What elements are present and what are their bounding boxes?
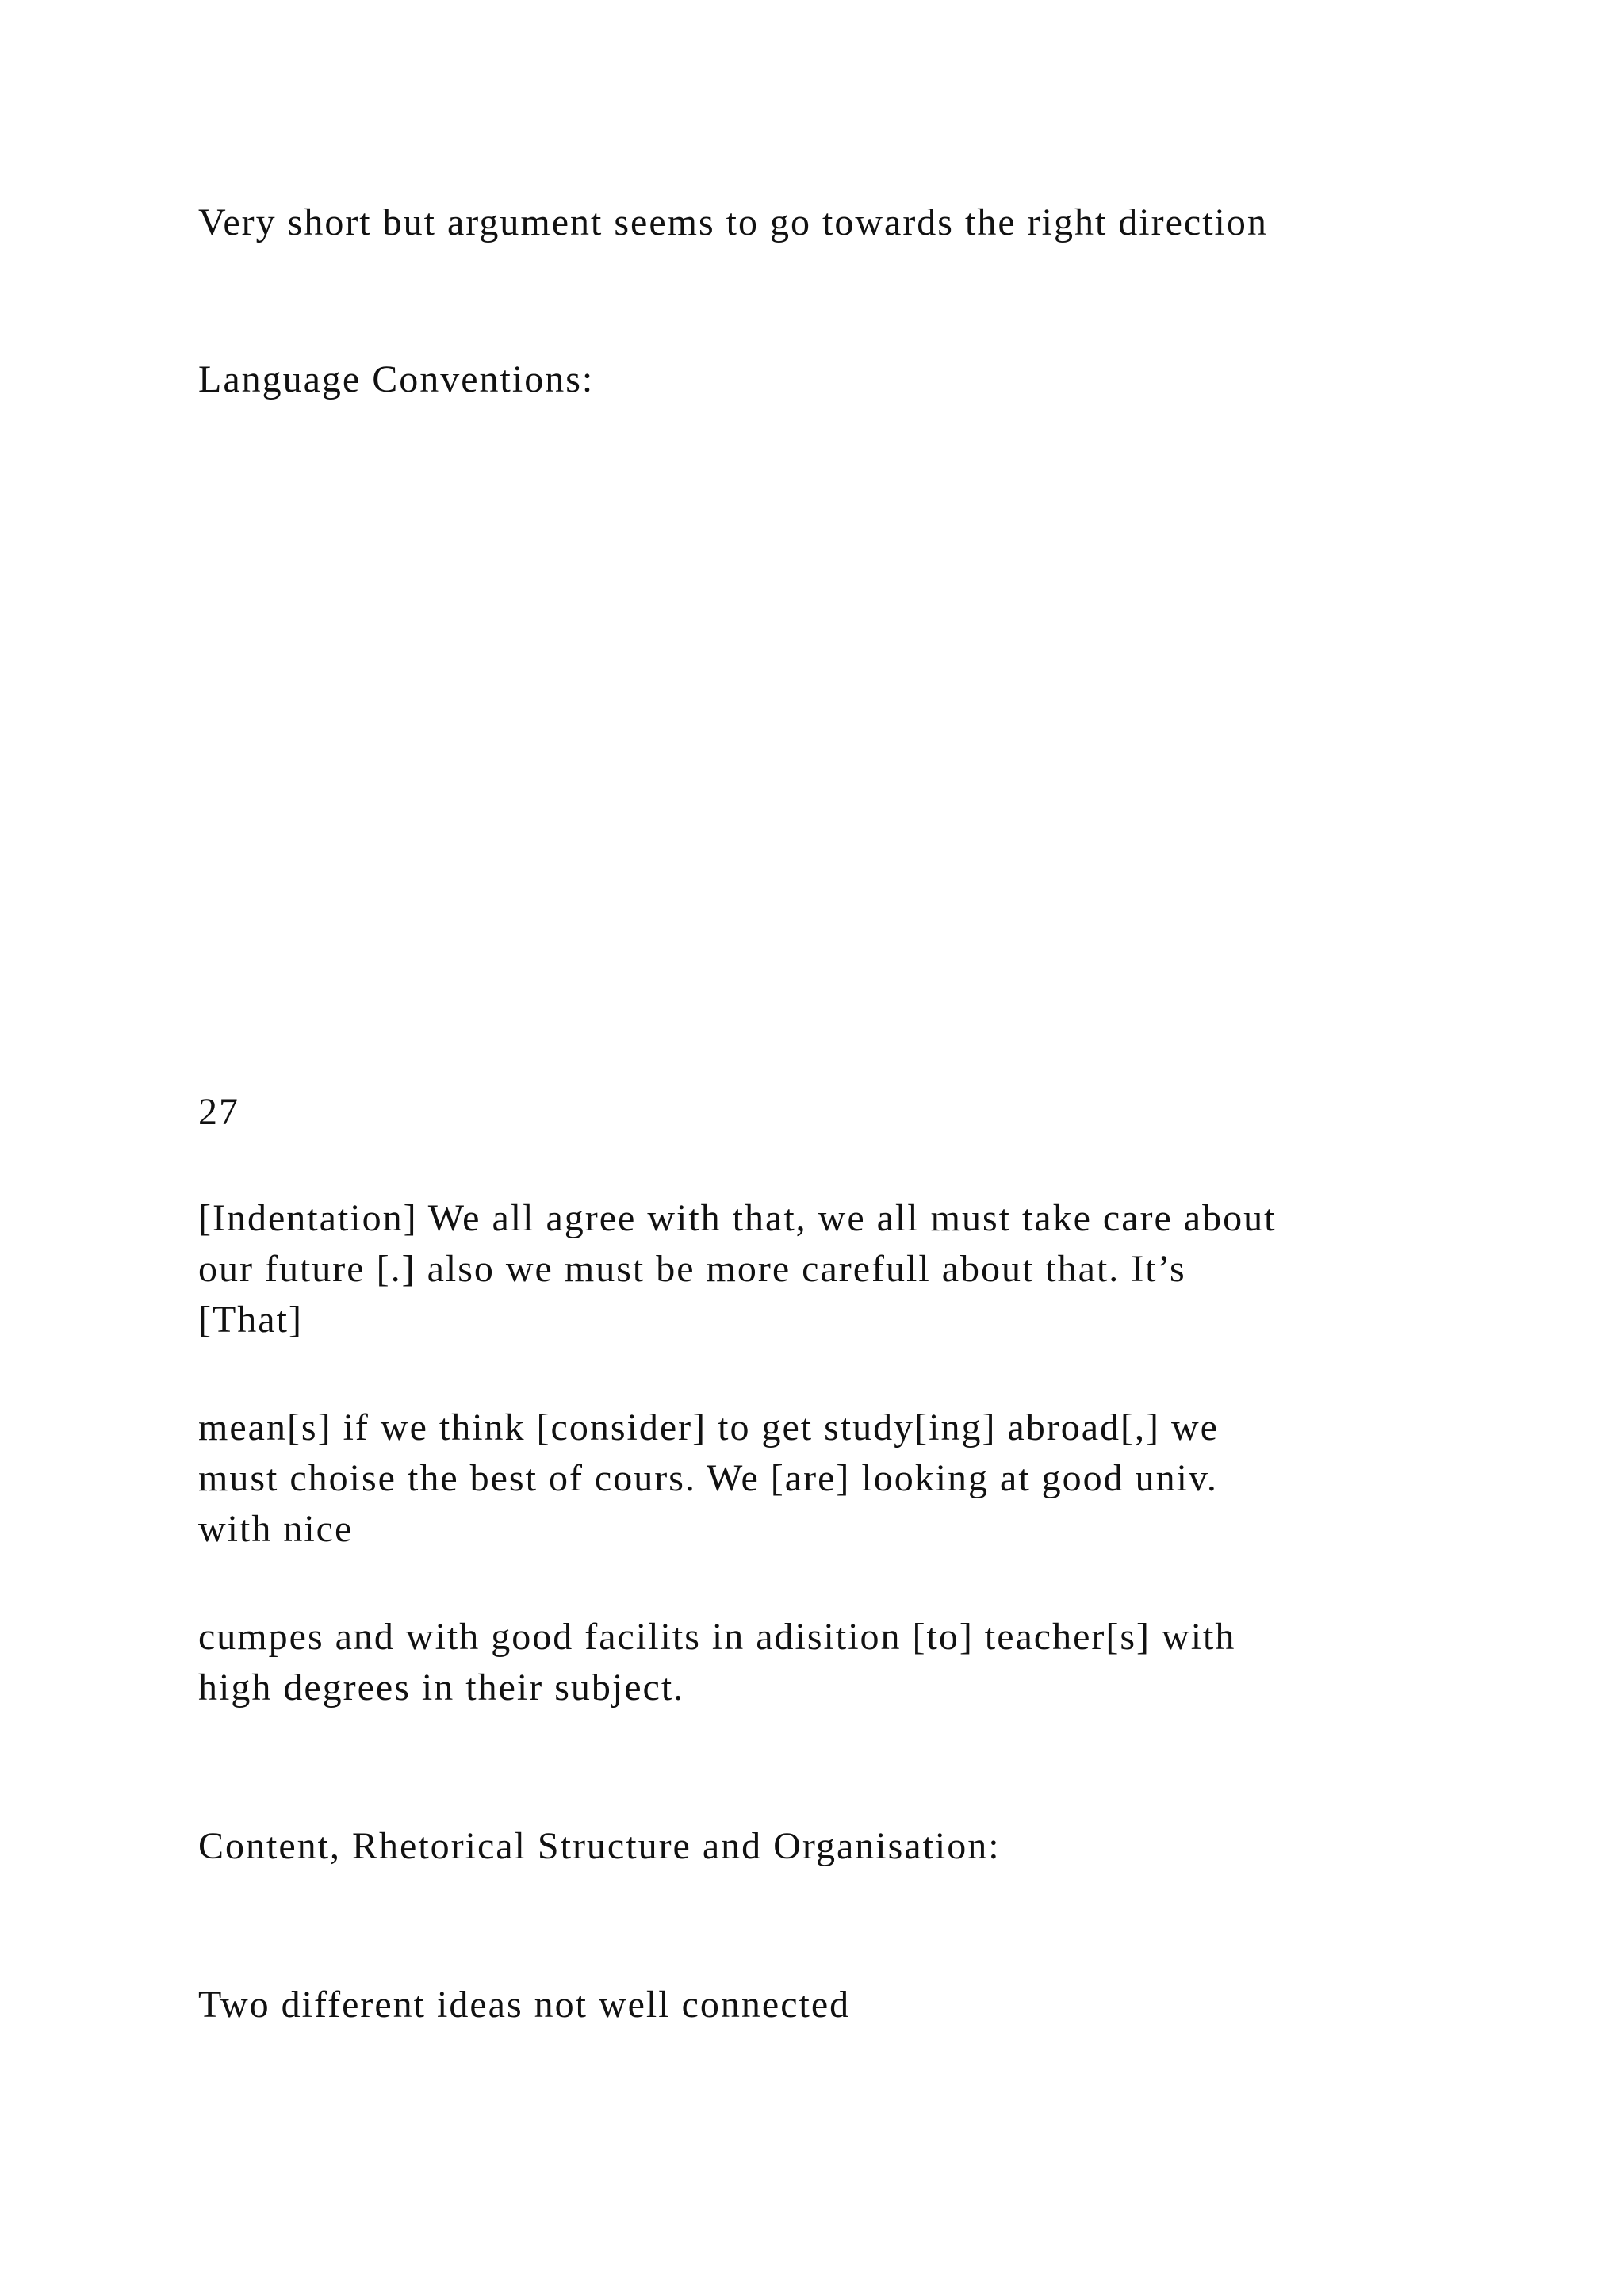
feedback-comment-argument: Very short but argument seems to go towards the right direction (198, 201, 1268, 243)
language-conventions-heading: Language Conventions: (198, 358, 595, 400)
essay-line-7: cumpes and with good facilits in adisition [to] teacher[s] with (198, 1616, 1236, 1658)
essay-line-4: mean[s] if we think [consider] to get study[ing] abroad[,] we (198, 1406, 1219, 1448)
essay-line-5: must choise the best of cours. We [are] looking at good univ. (198, 1457, 1218, 1499)
essay-line-2: our future [.] also we must be more carefull about that. It’s (198, 1248, 1186, 1290)
content-structure-heading: Content, Rhetorical Structure and Organisation: (198, 1825, 1001, 1867)
essay-line-1: [Indentation] We all agree with that, we all must take care about (198, 1197, 1277, 1239)
essay-line-6: with nice (198, 1508, 354, 1550)
feedback-comment-ideas: Two different ideas not well connected (198, 1984, 851, 2026)
essay-line-3: [That] (198, 1299, 303, 1341)
page-number: 27 (198, 1091, 239, 1133)
essay-line-8: high degrees in their subject. (198, 1667, 685, 1709)
